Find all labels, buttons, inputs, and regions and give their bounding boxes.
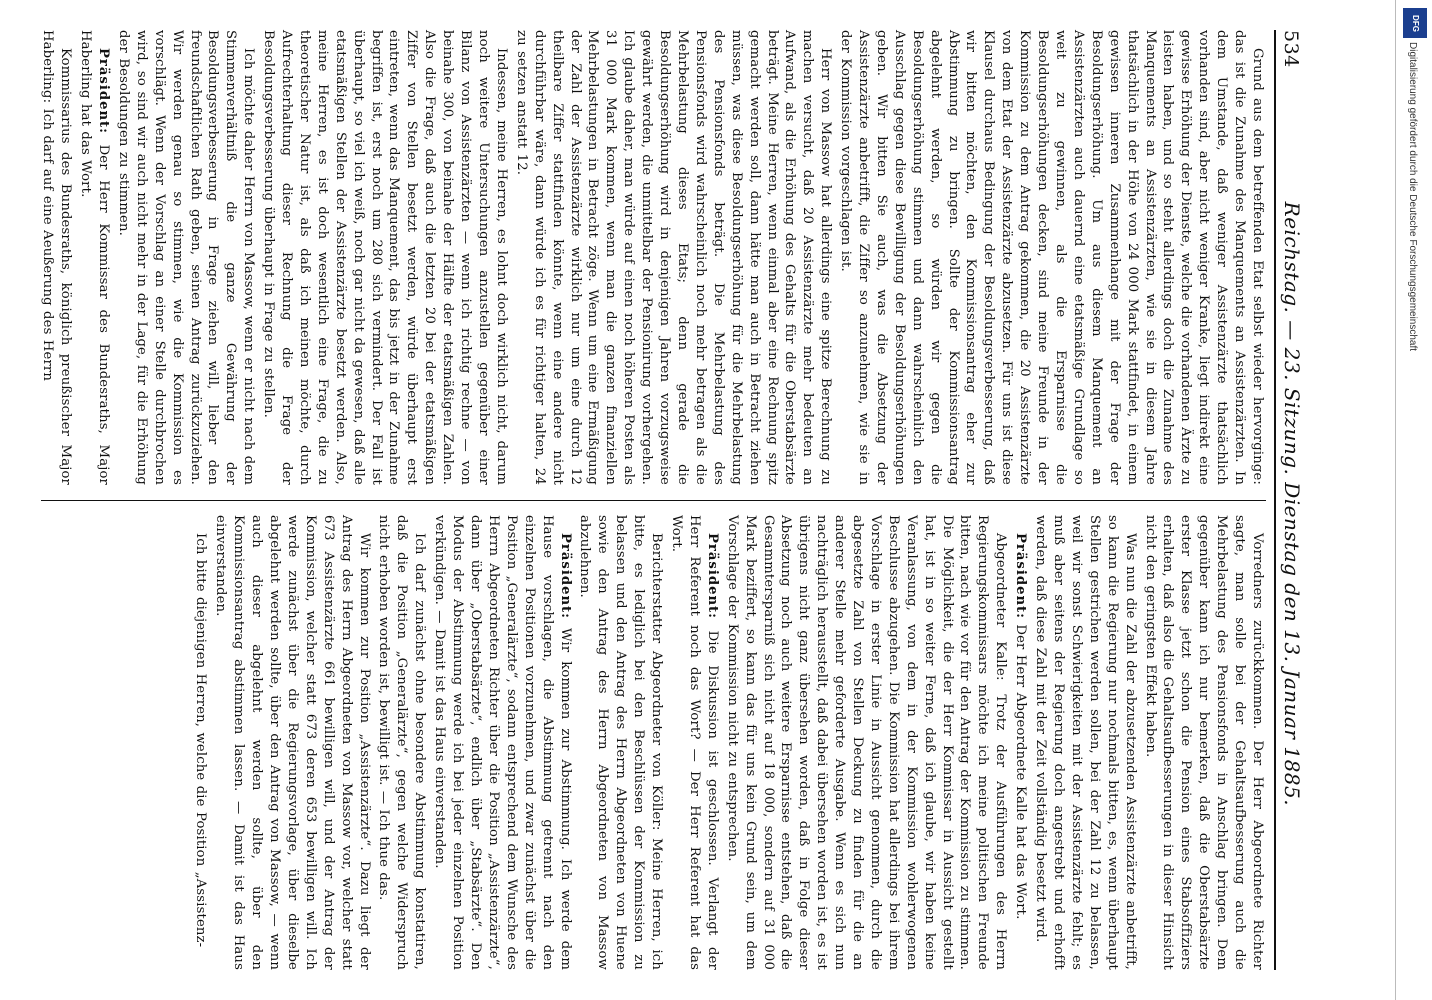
- speaker-label: Präsident:: [704, 533, 720, 620]
- paragraph: [211, 515, 372, 970]
- paragraph: [723, 515, 1010, 970]
- paragraph-text: Abgeordneter Kalle: Trotz der Ausführungen des Herrn Regierungskommissars möchte ich meine politischen Freunde bitten, nach wie vor für den Antrag der Kommission zu stimmen. Die Möglichkeit, die der Herr Kommissar in Aussicht gestellt hat, ist in so weiter Ferne, daß ich glaube, wir haben keine Veranlassung, von dem in der Kommission wohlerwogenen Beschlusse abzugehen. Die Kommission hat allerdings bei ihrem Vorschlage in erster Linie in Aussicht genommen, durch die abgesetzte Zahl von Stellen Deckung zu finden für die an anderer Stelle mehr geforderte Ausgabe. Wenn es sich nun nachträglich herausstellt, daß dabei übersehen worden ist, es ist übrigens nicht ganz übersehen worden, daß in Folge dieser Absetzung noch auch weitere Ersparnisse entstehen, daß die Gesammtersparniß sich nicht auf 18 000, sondern auf 31 000 Mark beziffert, so kann das für uns kein Grund sein, um dem Vorschlage der Kommission nicht zu entsprechen.: [724, 515, 1009, 970]
- paragraph-text: Herr von Massow hat allerdings eine spitze Berechnung zu machen versucht, daß 20 Assistenzärzte mehr bedeuten an Aufwand, als die Erhöhung des Gehalts für die Oberstabsärzte beträgt. Meine Herren, wenn einmal aber eine Rechnung spitz gemacht werden soll, dann hätte man auch in Betracht ziehen müssen, was diese Besoldungserhöhung für die Mehrbelastung des Pensionsfonds beträgt. Die Mehrbelastung des Pensionsfonds wird wahrscheinlich noch mehr betragen als die Mehrbelastung dieses Etats; denn gerade die Besoldungserhöhung wird in denjenigen Jahren vorzugsweise gewährt werden, die unmittelbar der Pensionirung vorhergehen. Ich glaube daher, man würde auf einen noch höheren Posten als 31 000 Mark kommen, wenn man die ganzen finanziellen Mehrbelastungen in Betracht zöge. Wenn um eine Ermäßigung der Zahl der Assistenzärzte wirklich nur um eine durch 12 theilbare Ziffer stattfinden könnte, wenn eine andere nicht durchführbar wäre, dann würde ich es für richtiger halten, 24 zu setzen anstatt 12.: [513, 30, 834, 485]
- paragraph-text: Der Herr Kommissar des Bundesraths, Major Haberling hat das Wort.: [78, 30, 111, 485]
- paragraph: [114, 30, 257, 485]
- paragraph-text: Indessen, meine Herren, es lohnt doch wirklich nicht, darum noch weitere Untersuchungen anzustellen gegenüber einer Bilanz von Assistenzärzten — wenn ich richtig rechne — von beinahe 300, von beinahe der Hälfte der etatsmäßigen Zahlen. Also die Frage, daß auch die letzten 20 bei der etatsmäßigen Ziffer von Stellen besetzt werden, würde überhaupt erst eintreten, wenn das Manquement, das bis jetzt in der Zunahme begriffen ist, erst noch um 280 sich vermindert. Der Fall ist überhaupt, so viel ich weiß, noch gar nicht da gewesen, daß alle etatsmäßigen Stellen der Assistenzärzte besetzt werden. Also, meine Herren, es ist doch wesentlich eine Frage, die zu theoretischer Natur ist, als daß ich meinen möchte, durch Aufrechterhaltung dieser Rechnung die Frage der Besoldungsverbesserung überhaupt in Frage zu stellen.: [261, 30, 509, 485]
- paragraph: [38, 30, 74, 485]
- paragraph: [375, 515, 429, 970]
- paragraph: [259, 30, 510, 485]
- paragraph-text: Was nun die Zahl der abzusetzenden Assistenzärzte anbetrifft, so kann die Regierung nur nochmals bitten, es, wenn überhaupt Stellen gestrichen werden sollen, bei der Zahl 12 zu belassen, weil wir sonst Schwierigkeiten mit der Assistenzärzte fehlt; es muß aber seitens der Regierung doch angestrebt und erhofft werden, daß diese Zahl mit der Zeit vollständig besetzt wird.: [1033, 515, 1138, 970]
- paragraph: [512, 30, 834, 485]
- paragraph: [1141, 515, 1266, 970]
- paragraph: [836, 30, 1266, 485]
- right-text-column: [190, 515, 1266, 970]
- page-number: 534: [1280, 30, 1302, 68]
- paragraph-text: Grund aus dem betreffenden Etat selbst wieder hervorginge: das ist die Zunahme des Manquements an Assistenzärzten. In dem Umstande, daß weniger Assistenzärzte thatsächlich vorhanden sind, aber nicht weniger Kranke, liegt indirekt eine gewisse Erhöhung der Dienste, welche die vorhandenen Ärzte zu leisten haben, und so steht allerdings doch die Zunahme des Manquements an Assistenzärzten, wie sie in diesem Jahre thatsächlich in der Höhe von 24 000 Mark stattfindet, in einem gewissen inneren Zusammenhange mit der Frage der Besoldungserhöhung. Um aus diesem Manquement an Assistenzärzten auch dauernd eine etatsmäßige Grundlage so weit zu gewinnen, als die Ersparnisse die Besoldungserhöhungen decken, sind meine Freunde in der Kommission zu dem Antrag gekommen, die 20 Assistenzärzte von dem Etat der Assistenzärzte abzusetzen. Für uns ist diese Klausel durchaus Bedingung der Besoldungsverbesserung, daß wir bitten möchten, den Kommissionsantrag eher zur Abstimmung zu bringen. Sollte der Kommissionsantrag abgelehnt werden, so würden wir gegen die Besoldungserhöhung stimmen und dann wahrscheinlich den Ausschlag gegen diese Bewilligung der Besoldungserhöhungen geben. Wir bitten Sie auch, was die Absetzung der Assistenzärzte anbetrifft, die Ziffer so anzunehmen, wie sie in der Kommission vorgeschlagen ist.: [838, 30, 1265, 485]
- column-divider: [41, 500, 1266, 501]
- running-head: [1280, 30, 1306, 970]
- digitization-note: [1404, 42, 1424, 502]
- speaker-label: Präsident:: [1013, 533, 1029, 620]
- digitization-note-text: Digitalisierung gefördert durch die Deutsche Forschungsgemeinschaft: [1407, 42, 1418, 352]
- paragraph-text: Ich möchte daher Herrn von Massow, wenn er nicht nach dem Stimmenverhältniß die ganze Gewährung der Besoldungsverbesserung in Frage ziehen will, lieber den freundschaftlichen Rath geben, seinen Antrag zurückzuziehen. Wir werden genau so stimmen, wie die Kommission es vorschlägt. Wenn der Vorschlag an einer Stelle durchbrochen wird, so sind wir auch nicht mehr in der Lage, für die Erhöhung der Besoldungen zu stimmen.: [115, 30, 257, 485]
- paragraph-text: Der Herr Abgeordnete Kalle hat das Wort.: [1013, 624, 1029, 920]
- left-text-column: [36, 30, 1266, 485]
- paragraph: [192, 515, 210, 970]
- running-title: Reichstag. — 23. Sitzung. Dienstag den 13. Januar 1885.: [1280, 201, 1304, 807]
- paragraph-text: Ich bitte diejenigen Herren, welche die Position „Assistenz-: [193, 533, 209, 948]
- header-rule: [1274, 30, 1276, 970]
- paragraph: [430, 515, 573, 970]
- speaker-label: Präsident:: [557, 533, 573, 620]
- rotated-document-page: [20, 0, 1320, 1000]
- paragraph: [1011, 515, 1029, 970]
- paragraph-text: Wir kommen zur Position „Assistenzärzte“. Dazu liegt der Antrag des Herrn Abgeordneten von Massow vor, welcher statt 673 Assistenzärzte 661 bewilligen will, und der Antrag der Kommission, welcher statt 673 deren 653 bewilligen will. Ich werde zunächst über die Regierungsvorlage, über dieselbe abgelehnt werden sollte, über den Antrag von Massow, — wenn auch dieser abgelehnt werden sollte, über den Kommissionsantrag abstimmen lassen. — Damit ist das Haus einverstanden.: [213, 515, 372, 970]
- margin-separator: [1395, 0, 1396, 1000]
- dfg-badge-text: DFG: [1410, 14, 1420, 32]
- paragraph: [667, 515, 721, 970]
- paragraph-text: Ich darf zunächst ohne besondere Abstimmung konstatiren, daß die Position „Generalärzte“, gegen welche Widerspruch nicht erhoben worden ist, bewilligt ist. — Ich thue das.: [376, 515, 428, 970]
- speaker-label: Präsident:: [96, 48, 111, 135]
- paragraph: [76, 30, 112, 485]
- dfg-logo-icon: [1403, 8, 1427, 38]
- paragraph-text: Kommissarius des Bundesraths, königlich preußischer Major Haberling: Ich darf auf eine Aeußerung des Herrn: [40, 30, 74, 485]
- paragraph: [576, 515, 666, 970]
- paragraph-text: Wir kommen zur Abstimmung. Ich werde dem Hause vorschlagen, die Abstimmung getrennt nach den einzelnen Positionen vorzunehmen, und zwar zunächst über die Position „Generalärzte“, sodann entsprechend dem Wunsche des Herrn Abgeordneten Richter über die Position „Assistenzärzte“, dann über „Oberstabsärzte“, endlich über „Stabsärzte“. Den Modus der Abstimmung werde ich bei jeder einzelnen Position verkündigen. — Damit ist das Haus einverstanden.: [432, 515, 573, 971]
- paragraph-text: Vorredners zurückkommen. Der Herr Abgeordnete Richter sagte, man solle bei der Gehaltsaufbesserung auch die Mehrbelastung des Pensionsfonds in Anschlag bringen. Dem gegenüber kann ich nur bemerken, daß die Oberstabsärzte erster Klasse jetzt schon die Pension eines Stabsoffiziers erhalten, daß also die Gehaltsaufbesserungen in dieser Hinsicht nicht den geringsten Effekt haben.: [1142, 515, 1265, 970]
- paragraph: [1031, 515, 1138, 970]
- paragraph-text: Berichterstatter Abgeordneter von Köller: Meine Herren, ich bitte, es lediglich bei den Beschlüssen der Kommission zu belassen und den Antrag des Herrn Abgeordneten von Huene sowie den Antrag des Herrn Abgeordneten von Massow abzulehnen.: [577, 515, 665, 970]
- paragraph-text: Die Diskussion ist geschlossen. Verlangt der Herr Referent noch das Wort? — Der Herr Referent hat das Wort.: [669, 515, 720, 971]
